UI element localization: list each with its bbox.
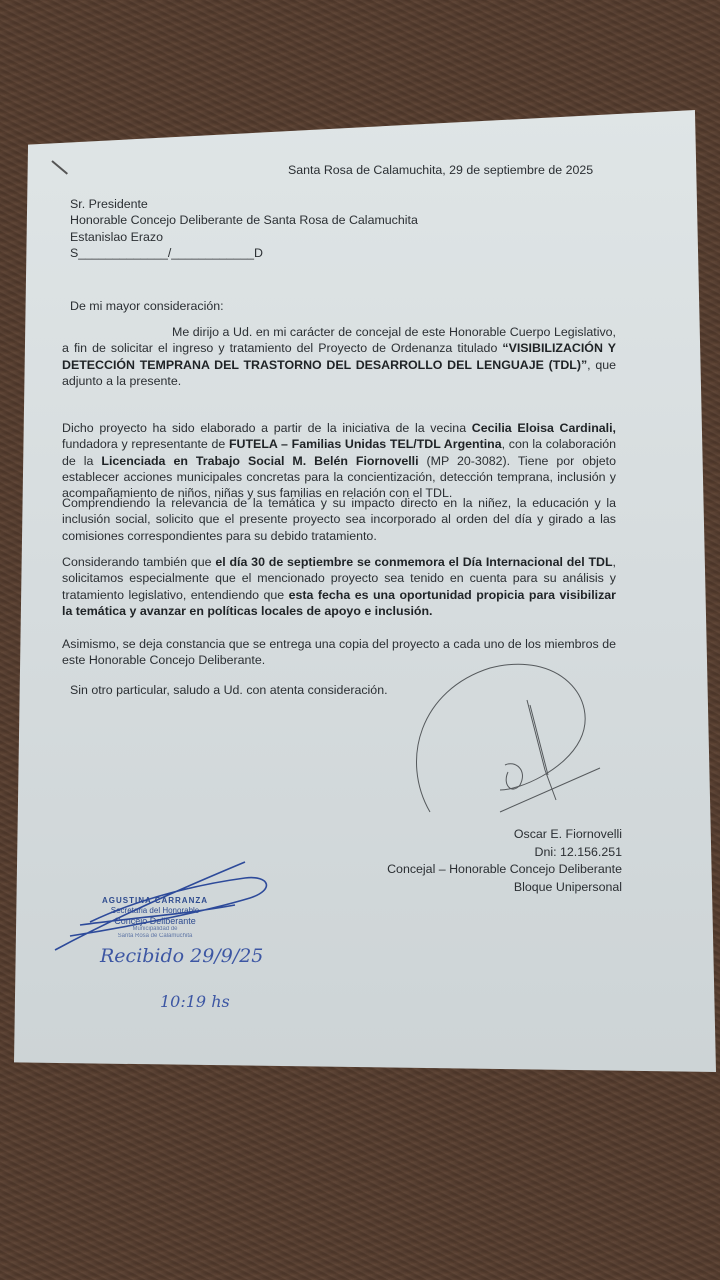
place-date: Santa Rosa de Calamuchita, 29 de septiembre de 2025	[288, 163, 594, 177]
signature-block	[387, 826, 622, 896]
recipient-block	[70, 196, 418, 261]
paragraph-request: Me dirijo a Ud. en mi carácter de concejal de este Honorable Cuerpo Legislativo, a fin de solicitar el ingreso y tratamiento del Proyecto de Ordenanza titulado “VISIBILIZACIÓN Y DETECCIÓN TEMPRANA DEL TRASTORNO DEL DESARROLLO DEL LENGUAJE (TDL)”, que adjunto a la presente.	[62, 325, 616, 388]
signer-bloc: Bloque Unipersonal	[513, 879, 622, 894]
paragraph-tdl-day: Considerando también que el día 30 de septiembre se conmemora el Día Internacional del TDL, solicitamos especialmente que el mencionado proyecto sea tenido en cuenta para su análisis y tratamiento legislativo, entendiendo que esta fecha es una oportunidad propicia para visibilizar la temática y avanzar en políticas locales de apoyo e inclusión.	[62, 555, 616, 618]
reception-stamp: AGUSTINA CARRANZA Secretaria del Honorable Concejo Deliberante Municipalidad de Santa Rosa de Calamuchita	[101, 896, 209, 939]
recipient-sd-line: S_____________/____________D	[70, 245, 263, 260]
recipient-institution: Honorable Concejo Deliberante de Santa Rosa de Calamuchita	[70, 213, 418, 228]
received-note: Recibido 29/9/25	[100, 945, 264, 967]
paragraph-relevance: Comprendiendo la relevancia de la temática y su impacto directo en la niñez, la educación y la inclusión social, solicito que el presente proyecto sea incorporado al orden del día y girado a las comisiones correspondientes para su debido tratamiento.	[62, 496, 616, 543]
signer-role: Concejal – Honorable Concejo Deliberante	[387, 862, 622, 876]
pen-mark	[51, 160, 68, 174]
closing: Sin otro particular, saludo a Ud. con atenta consideración.	[70, 683, 388, 697]
project-title: “VISIBILIZACIÓN Y DETECCIÓN TEMPRANA DEL TRASTORNO DEL DESARROLLO DEL LENGUAJE (TDL)”	[62, 341, 616, 372]
recipient-name: Estanislao Erazo	[70, 229, 163, 244]
paragraph-origin: Dicho proyecto ha sido elaborado a partir de la iniciativa de la vecina Cecilia Eloisa Cardinali, fundadora y representante de FUTELA – Familias Unidas TEL/TDL Argentina, con la colaboración de la Licenciada en Trabajo Social M. Belén Fiornovelli (MP 20-3082). Tiene por objeto establecer acciones municipales concretas para la concientización, detección temprana, inclusión y acompañamiento de niños, niñas y sus familias en relación con el TDL.	[62, 421, 617, 501]
recipient-title: Sr. Presidente	[70, 197, 148, 211]
signer-name: Oscar E. Fiornovelli	[513, 827, 622, 841]
paragraph-copies: Asimismo, se deja constancia que se entrega una copia del proyecto a cada uno de los miembros de este Honorable Concejo Deliberante.	[62, 637, 616, 668]
signer-dni: Dni: 12.156.251	[534, 844, 622, 859]
greeting: De mi mayor consideración:	[70, 299, 224, 313]
received-time: 10:19 hs	[160, 992, 230, 1011]
